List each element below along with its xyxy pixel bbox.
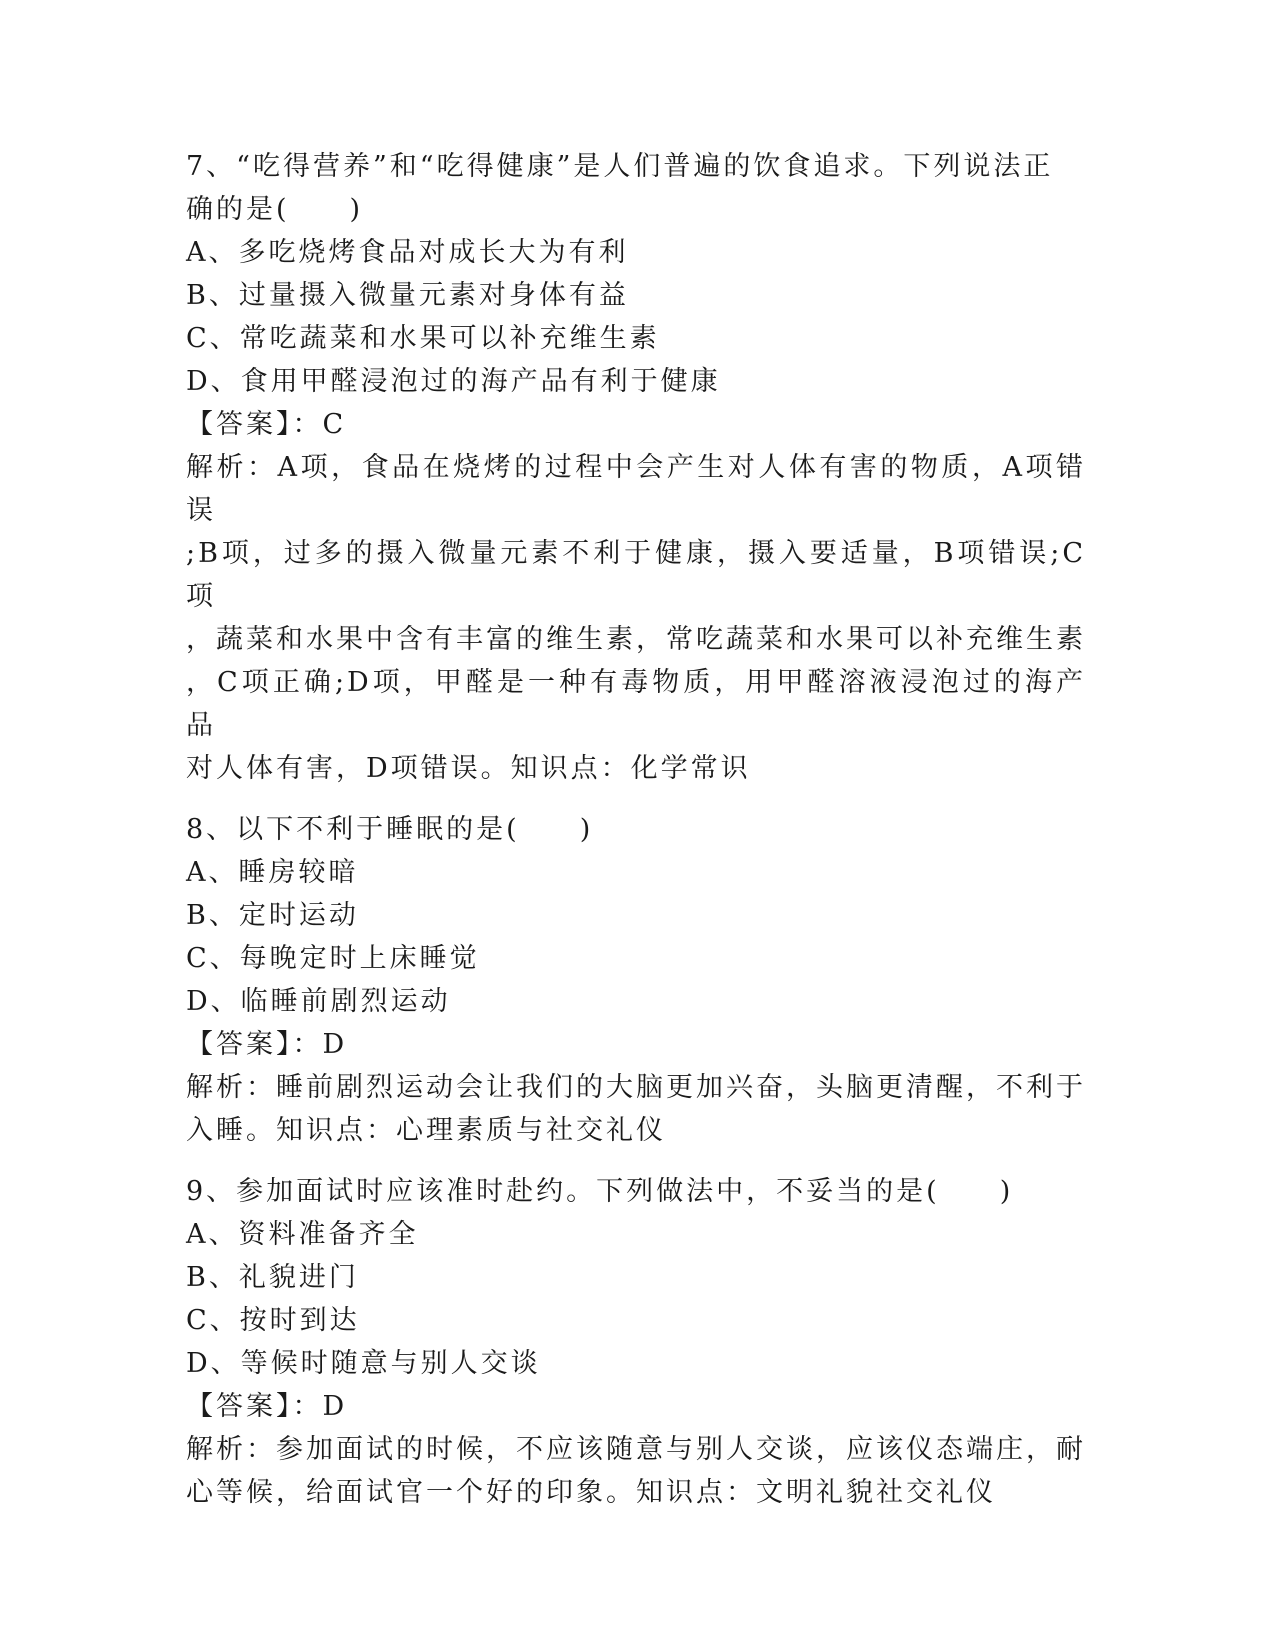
exam-page xyxy=(186,145,1086,1532)
question-stem: 7、“吃得营养”和“吃得健康”是人们普遍的饮食追求。下列说法正 xyxy=(186,151,1054,182)
answer-value: D xyxy=(322,1029,348,1060)
option-d: D、等候时随意与别人交谈 xyxy=(186,1348,541,1379)
answer-label: 【答案】： xyxy=(186,1391,323,1422)
answer-row xyxy=(186,1385,1086,1428)
answer-label: 【答案】： xyxy=(186,1029,323,1060)
question-8 xyxy=(186,808,1086,1152)
analysis-line: 对人体有害，D项错误。知识点：化学常识 xyxy=(186,753,751,784)
analysis-line: ，C项正确;D项，甲醛是一种有毒物质，用甲醛溶液浸泡过的海产品 xyxy=(186,667,1086,741)
answer-row xyxy=(186,1023,1086,1066)
analysis-line: 心等候，给面试官一个好的印象。知识点：文明礼貌社交礼仪 xyxy=(186,1477,996,1508)
option-d: D、临睡前剧烈运动 xyxy=(186,986,451,1017)
answer-value: C xyxy=(322,409,347,440)
answer-label: 【答案】： xyxy=(186,409,323,440)
option-a: A、资料准备齐全 xyxy=(186,1219,419,1250)
analysis-line: 解析：睡前剧烈运动会让我们的大脑更加兴奋，头脑更清醒，不利于 xyxy=(186,1072,1086,1103)
option-b: B、过量摄入微量元素对身体有益 xyxy=(186,280,629,311)
analysis-line: ，蔬菜和水果中含有丰富的维生素，常吃蔬菜和水果可以补充维生素 xyxy=(186,624,1086,655)
analysis-line: ;B项，过多的摄入微量元素不利于健康，摄入要适量，B项错误;C项 xyxy=(186,538,1086,612)
analysis-line: 解析：参加面试的时候，不应该随意与别人交谈，应该仪态端庄，耐 xyxy=(186,1434,1086,1465)
question-9 xyxy=(186,1170,1086,1514)
answer-value: D xyxy=(322,1391,348,1422)
option-b: B、礼貌进门 xyxy=(186,1262,359,1293)
question-stem: 9、参加面试时应该准时赴约。下列做法中，不妥当的是( ) xyxy=(186,1176,1014,1207)
option-a: A、多吃烧烤食品对成长大为有利 xyxy=(186,237,629,268)
option-c: C、常吃蔬菜和水果可以补充维生素 xyxy=(186,323,660,354)
option-d: D、食用甲醛浸泡过的海产品有利于健康 xyxy=(186,366,721,397)
answer-row xyxy=(186,403,1086,446)
question-stem: 8、以下不利于睡眠的是( ) xyxy=(186,814,594,845)
option-c: C、每晚定时上床睡觉 xyxy=(186,943,480,974)
question-stem: 确的是( ) xyxy=(186,194,364,225)
option-b: B、定时运动 xyxy=(186,900,359,931)
option-c: C、按时到达 xyxy=(186,1305,360,1336)
option-a: A、睡房较暗 xyxy=(186,857,359,888)
question-7 xyxy=(186,145,1086,790)
analysis-line: 入睡。知识点：心理素质与社交礼仪 xyxy=(186,1115,666,1146)
analysis-line: 解析：A项，食品在烧烤的过程中会产生对人体有害的物质，A项错误 xyxy=(186,452,1086,526)
